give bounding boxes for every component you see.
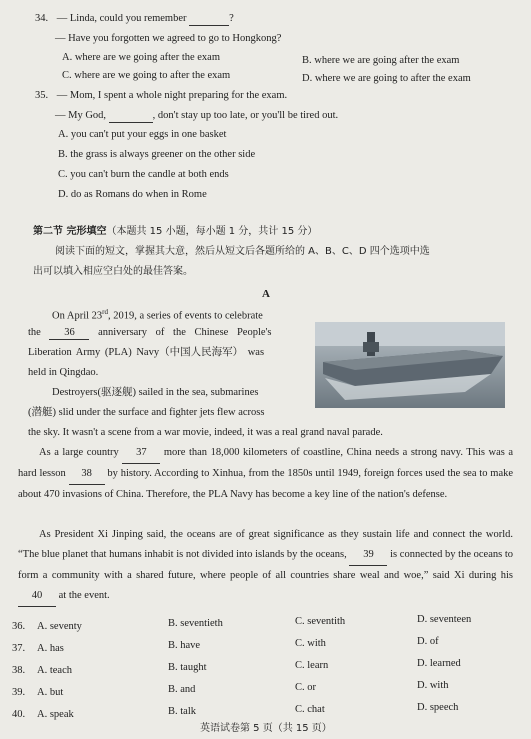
page-footer: 英语试卷第 5 页（共 15 页） bbox=[200, 723, 332, 734]
blank-39[interactable]: 39 bbox=[349, 545, 387, 566]
blank-37[interactable]: 37 bbox=[122, 443, 160, 464]
q37-option-d[interactable]: D. of bbox=[417, 636, 439, 647]
q37-option-b[interactable]: B. have bbox=[168, 640, 201, 651]
q34-option-a[interactable]: A. where are we going after the exam bbox=[62, 52, 221, 63]
p3-pre: As a large country bbox=[39, 447, 119, 458]
q35-option-a[interactable]: A. you can't put your eggs in one basket bbox=[58, 129, 227, 140]
q38-option-a[interactable]: A. teach bbox=[37, 665, 72, 676]
blank-40[interactable]: 40 bbox=[18, 586, 56, 607]
q34-stem bbox=[35, 12, 234, 26]
p4-pre: As President Xi Jinping said, the oceans are of great significance as they sustain life and connect the world. “The blue planet that humans inhabit is not divided into islands by the oceans, bbox=[18, 529, 513, 560]
p2-line1: Destroyers(驱逐舰) sailed in the sea, submarines bbox=[52, 387, 259, 398]
q40-option-d[interactable]: D. speech bbox=[417, 702, 459, 713]
p4-mid: is connected by the oceans to form a community with a shared future, where people of all countries share weal and woe,” said Xi during his bbox=[18, 549, 514, 581]
q34-number: 34. bbox=[35, 13, 49, 24]
q35-option-c[interactable]: C. you can't burn the candle at both ends bbox=[58, 169, 229, 180]
section-title: 第二节 完形填空 bbox=[33, 226, 107, 237]
p1-line2-post: anniversary of the Chinese People's bbox=[98, 327, 272, 338]
q35-line2-post: , don't stay up too late, or you'll be tired out. bbox=[152, 110, 339, 121]
q39-option-a[interactable]: A. but bbox=[37, 687, 64, 698]
q34-line2: — Have you forgotten we agreed to go to Hongkong? bbox=[55, 33, 282, 44]
q35-stem-text: — Mom, I spent a whole night preparing for the exam. bbox=[56, 90, 288, 101]
q37-option-c[interactable]: C. with bbox=[295, 638, 326, 649]
q35-line2 bbox=[55, 109, 338, 123]
p1-line1-pre: On April 23 bbox=[52, 310, 103, 322]
q38-option-c[interactable]: C. learn bbox=[295, 660, 329, 671]
section-heading bbox=[33, 225, 317, 238]
q35-blank[interactable] bbox=[109, 109, 153, 123]
q38-number: 38. bbox=[12, 665, 26, 676]
section-note: （本题共 15 小题，每小题 1 分，共计 15 分） bbox=[106, 226, 318, 237]
q35-option-b[interactable]: B. the grass is always greener on the other side bbox=[58, 149, 256, 160]
p3-post: by history. According to Xinhua, from the 1850s until 1949, foreign forces used the sea to make about 470 invasions of China. Therefore, the PLA Navy has become a key line of the nation's defense. bbox=[18, 468, 514, 500]
p1-line1 bbox=[52, 306, 263, 323]
q38-option-b[interactable]: B. taught bbox=[168, 662, 207, 673]
q34-blank[interactable] bbox=[189, 12, 229, 26]
p1-line2 bbox=[28, 326, 272, 340]
q40-option-c[interactable]: C. chat bbox=[295, 704, 325, 715]
p4-post: at the event. bbox=[58, 590, 110, 601]
q38-option-d[interactable]: D. learned bbox=[417, 658, 461, 669]
q35-option-d[interactable]: D. do as Romans do when in Rome bbox=[58, 189, 207, 200]
p1-line4: held in Qingdao. bbox=[28, 367, 99, 378]
blank-38[interactable]: 38 bbox=[69, 464, 105, 485]
passage-label: A bbox=[262, 288, 270, 300]
aircraft-carrier-illustration bbox=[315, 322, 505, 408]
p2-line2: (潜艇) slid under the surface and fighter jets flew across bbox=[28, 407, 265, 418]
q40-number: 40. bbox=[12, 709, 26, 720]
q37-number: 37. bbox=[12, 643, 26, 654]
p1-line3: Liberation Army (PLA) Navy（中国人民海军） was bbox=[28, 347, 265, 358]
p1-line1-post: , 2019, a series of events to celebrate bbox=[108, 310, 263, 322]
p1-line1-sup: rd bbox=[102, 308, 109, 316]
paragraph-4 bbox=[18, 525, 513, 607]
q36-option-c[interactable]: C. seventith bbox=[295, 616, 346, 627]
q37-option-a[interactable]: A. has bbox=[37, 643, 64, 654]
q39-option-b[interactable]: B. and bbox=[168, 684, 196, 695]
q34-option-b[interactable]: B. where we are going after the exam bbox=[302, 55, 460, 66]
q34-option-c[interactable]: C. where are we going to after the exam bbox=[62, 70, 231, 81]
p2-line3: the sky. It wasn't a scene from a war movie, indeed, it was a real grand naval parade. bbox=[28, 427, 383, 438]
q34-stem-text: — Linda, could you remember bbox=[56, 13, 187, 24]
q36-option-a[interactable]: A. seventy bbox=[37, 621, 82, 632]
q34-option-d[interactable]: D. where we are going to after the exam bbox=[302, 73, 471, 84]
q40-option-b[interactable]: B. talk bbox=[168, 706, 196, 717]
aircraft-carrier-image bbox=[315, 322, 505, 408]
q39-number: 39. bbox=[12, 687, 26, 698]
paragraph-3 bbox=[18, 443, 513, 505]
q35-number: 35. bbox=[35, 90, 49, 101]
section-instruction-1: 阅读下面的短文，掌握其大意，然后从短文后各题所给的 A、B、C、D 四个选项中选 bbox=[55, 246, 430, 257]
q39-option-d[interactable]: D. with bbox=[417, 680, 449, 691]
q36-option-b[interactable]: B. seventieth bbox=[168, 618, 223, 629]
section-instruction-2: 出可以填入相应空白处的最佳答案。 bbox=[33, 266, 193, 277]
q40-option-a[interactable]: A. speak bbox=[37, 709, 74, 720]
blank-36[interactable]: 36 bbox=[49, 326, 89, 340]
p3-mid: more than 18,000 kilometers of coastline, China needs a strong navy. This was a hard lesson bbox=[18, 447, 514, 479]
q36-option-d[interactable]: D. seventeen bbox=[417, 614, 472, 625]
q35-stem bbox=[35, 89, 287, 102]
q34-qmark: ? bbox=[229, 13, 234, 24]
q36-number: 36. bbox=[12, 621, 26, 632]
p1-line2-pre: the bbox=[28, 327, 41, 338]
q39-option-c[interactable]: C. or bbox=[295, 682, 316, 693]
q35-line2-pre: — My God, bbox=[55, 110, 107, 121]
